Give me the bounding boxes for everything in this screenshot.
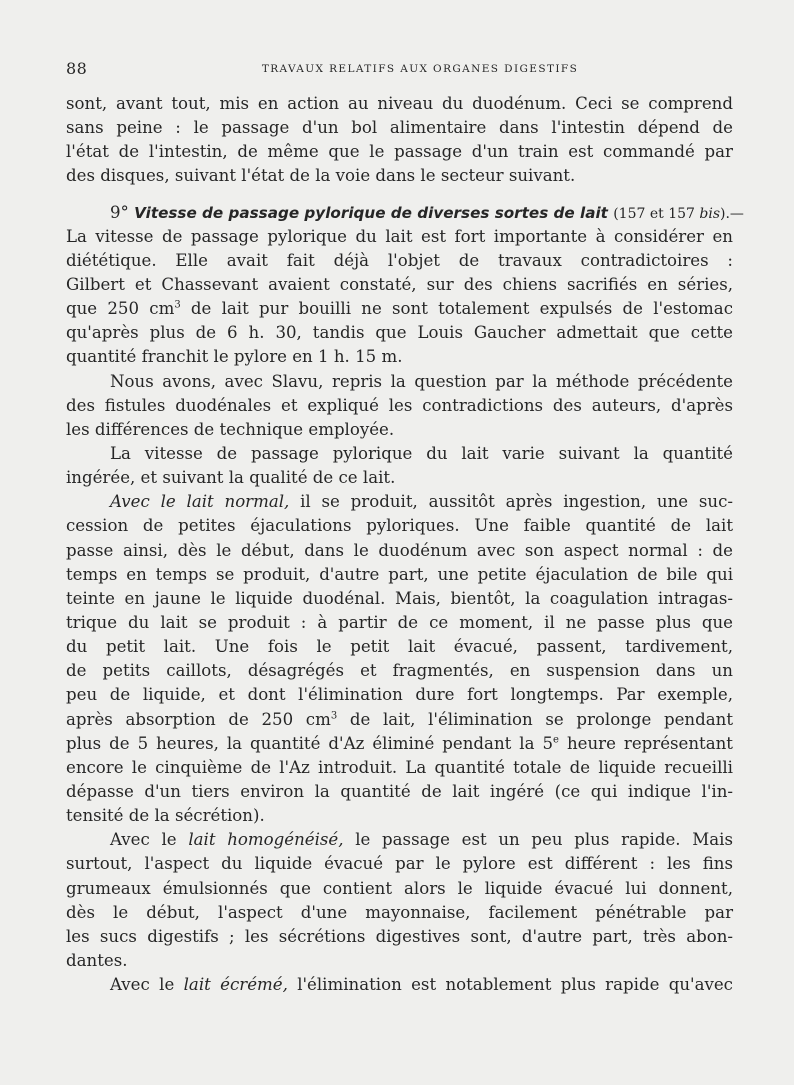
text-fragment: heure représentant	[558, 733, 733, 753]
italic-lead: lait écrémé,	[183, 975, 288, 995]
text-line: teinte en jaune le liquide duodénal. Mais, bientôt, la coagulation intragas-	[66, 588, 733, 608]
text-fragment: de lait pur bouilli ne sont totalement expulsés de l'estomac	[180, 299, 733, 319]
text-line: Gilbert et Chassevant avaient constaté, sur des chiens sacrifiés en séries,	[66, 274, 733, 294]
text-line: les sucs digestifs ; les sécrétions digestives sont, d'autre part, très abon-	[66, 926, 733, 946]
text-line: dès le début, l'aspect d'une mayonnaise, facilement pénétrable par	[66, 902, 733, 922]
text-line: des fistules duodénales et expliqué les contradictions des auteurs, d'après	[66, 395, 733, 415]
text-fragment: il se produit, aussitôt après ingestion, une suc-	[289, 492, 733, 512]
text-line: passe ainsi, dès le début, dans le duodénum avec son aspect normal : de	[66, 540, 733, 560]
text-line: les différences de technique employée.	[66, 419, 395, 439]
reference-close: ).—	[720, 205, 744, 222]
text-line: La vitesse de passage pylorique du lait varie suivant la quantité	[110, 443, 733, 463]
text-line: surtout, l'aspect du liquide évacué par le pylore est différent : les fins	[66, 854, 733, 874]
text-fragment: le passage est un peu plus rapide. Mais	[343, 830, 733, 850]
text-line: du petit lait. Une fois le petit lait évacué, passent, tardivement,	[66, 637, 733, 657]
text-fragment: l'élimination est notablement plus rapide qu'avec	[287, 975, 733, 995]
text-line: de petits caillots, désagrégés et fragmentés, en suspension dans un	[66, 661, 733, 681]
superscript: e	[553, 734, 559, 746]
text-line: dantes.	[66, 950, 128, 970]
section-number: 9°	[110, 202, 129, 222]
text-line: temps en temps se produit, d'autre part, une petite éjaculation de bile qui	[66, 564, 733, 584]
text-line: sans peine : le passage d'un bol alimentaire dans l'intestin dépend de	[66, 118, 733, 138]
reference-open: (157 et 157	[613, 205, 700, 222]
text-line: ingérée, et suivant la qualité de ce lait.	[66, 468, 396, 488]
italic-lead: lait homogénéisé,	[188, 830, 344, 850]
text-line: tensité de la sécrétion).	[66, 806, 265, 826]
text-fragment: Avec le	[110, 975, 184, 995]
text-line: grumeaux émulsionnés que contient alors le liquide évacué lui donnent,	[66, 878, 733, 898]
text-line	[66, 490, 733, 514]
text-line: l'état de l'intestin, de même que le passage d'un train est commandé par	[66, 142, 733, 162]
paragraph-3	[66, 442, 733, 490]
page-edge	[794, 0, 800, 1085]
text-line: diététique. Elle avait fait déjà l'objet de travaux contradictoires :	[66, 250, 733, 270]
text-line	[66, 732, 733, 756]
text-fragment: de lait, l'élimination se prolonge pendant	[337, 709, 733, 729]
text-fragment: plus de 5 heures, la quantité d'Az éliminé pendant la 5	[66, 733, 554, 753]
page-number: 88	[66, 59, 88, 78]
text-line: peu de liquide, et dont l'élimination dure fort longtemps. Par exemple,	[66, 685, 733, 705]
paragraph-4	[66, 490, 733, 828]
text-line	[66, 973, 733, 997]
section-title: Vitesse de passage pylorique de diverses sortes de lait	[134, 203, 608, 222]
text-line: qu'après plus de 6 h. 30, tandis que Louis Gaucher admettait que cette	[66, 323, 733, 343]
paragraph-5	[66, 828, 733, 973]
text-line	[66, 828, 733, 852]
text-fragment: après absorption de 250 cm	[66, 709, 331, 729]
text-line	[66, 297, 733, 321]
reference-bis: bis	[699, 205, 721, 222]
text-line: encore le cinquième de l'Az introduit. La quantité totale de liquide recueilli	[66, 757, 733, 777]
text-fragment: Avec le	[110, 830, 189, 850]
text-line: Nous avons, avec Slavu, repris la question par la méthode précédente	[110, 371, 733, 391]
superscript: 3	[330, 709, 338, 721]
text-line: cession de petites éjaculations pyloriques. Une faible quantité de lait	[66, 516, 733, 536]
section-9	[66, 201, 744, 370]
running-title: TRAVAUX RELATIFS AUX ORGANES DIGESTIFS	[261, 63, 579, 75]
paragraph-6	[66, 973, 733, 997]
text-line: sont, avant tout, mis en action au niveau du duodénum. Ceci se comprend	[66, 94, 733, 113]
section-heading-line	[66, 201, 744, 225]
body-text	[66, 92, 744, 997]
italic-lead: Avec le lait normal,	[110, 492, 290, 512]
text-line: trique du lait se produit : à partir de ce moment, il ne passe plus que	[66, 612, 733, 632]
page-header	[66, 59, 734, 83]
superscript: 3	[174, 299, 181, 311]
paragraph-1	[66, 92, 733, 189]
paragraph-2	[66, 370, 733, 442]
text-fragment: que 250 cm	[66, 299, 175, 319]
text-line: dépasse d'un tiers environ la quantité de lait ingéré (ce qui indique l'in-	[66, 781, 733, 801]
text-line: quantité franchit le pylore en 1 h. 15 m.	[66, 347, 403, 367]
text-line: La vitesse de passage pylorique du lait est fort importante à considérer en	[66, 226, 733, 246]
section-reference	[613, 206, 744, 222]
text-line: des disques, suivant l'état de la voie dans le secteur suivant.	[66, 166, 576, 186]
text-line	[66, 708, 733, 732]
